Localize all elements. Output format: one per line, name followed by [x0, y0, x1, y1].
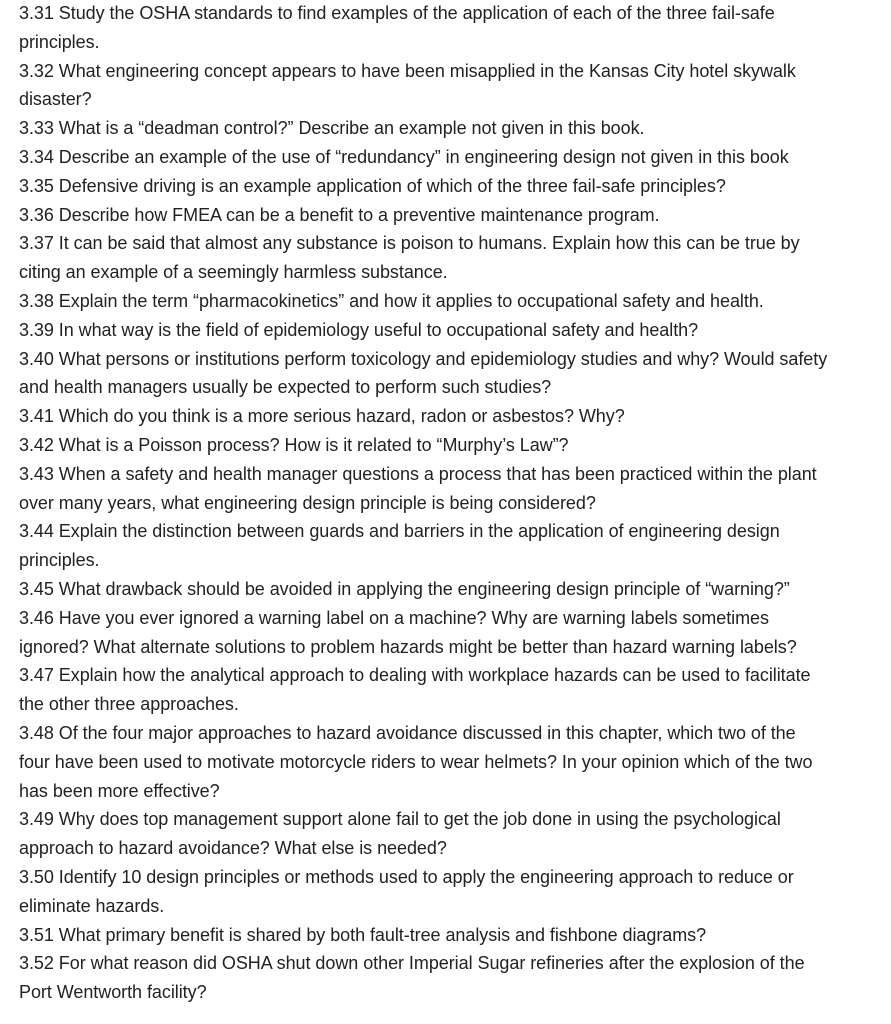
- question-item: [19, 143, 891, 172]
- question-item: [19, 575, 891, 604]
- question-text-line: 3.43 When a safety and health manager questions a process that has been practiced within the plant: [19, 463, 817, 484]
- question-text-line: 3.31 Study the OSHA standards to find examples of the application of each of the three fail-safe: [19, 3, 775, 23]
- question-item: [19, 431, 891, 460]
- question-text-line: disaster?: [19, 89, 92, 110]
- question-item: [19, 460, 891, 518]
- question-text-line: 3.33 What is a “deadman control?” Describe an example not given in this book.: [19, 118, 645, 139]
- question-text-line: and health managers usually be expected to perform such studies?: [19, 377, 552, 398]
- question-text-line: 3.41 Which do you think is a more serious hazard, radon or asbestos? Why?: [19, 406, 625, 427]
- question-item: [19, 114, 891, 143]
- question-text-line: 3.52 For what reason did OSHA shut down other Imperial Sugar refineries after the explosion of the: [19, 953, 805, 974]
- question-item: [19, 287, 891, 316]
- question-item: [19, 661, 891, 719]
- question-text-line: 3.50 Identify 10 design principles or methods used to apply the engineering approach to reduce or: [19, 866, 794, 887]
- question-text-line: 3.49 Why does top management support alone fail to get the job done in using the psychological: [19, 809, 781, 830]
- question-text-line: ignored? What alternate solutions to problem hazards might be better than hazard warning labels?: [19, 636, 797, 657]
- question-text-line: 3.36 Describe how FMEA can be a benefit to a preventive maintenance program.: [19, 204, 660, 225]
- question-text-line: 3.47 Explain how the analytical approach to dealing with workplace hazards can be used to facilitate: [19, 665, 811, 686]
- question-item: [19, 949, 891, 1007]
- question-text-line: 3.32 What engineering concept appears to have been misapplied in the Kansas City hotel skywalk: [19, 60, 796, 81]
- question-text-line: over many years, what engineering design principle is being considered?: [19, 492, 596, 513]
- question-text-line: citing an example of a seemingly harmless substance.: [19, 262, 448, 283]
- question-text-line: principles.: [19, 31, 100, 52]
- question-text-line: 3.40 What persons or institutions perform toxicology and epidemiology studies and why? Would safety: [19, 348, 828, 369]
- question-item: [19, 517, 891, 575]
- question-text-line: approach to hazard avoidance? What else is needed?: [19, 838, 447, 859]
- question-text-line: 3.34 Describe an example of the use of “redundancy” in engineering design not given in this book: [19, 146, 789, 167]
- question-item: [19, 805, 891, 863]
- question-item: [19, 57, 891, 115]
- question-item: [19, 719, 891, 805]
- question-item: [19, 316, 891, 345]
- question-text-line: four have been used to motivate motorcycle riders to wear helmets? In your opinion which of the two: [19, 751, 813, 772]
- question-text-line: 3.35 Defensive driving is an example application of which of the three fail-safe principles?: [19, 175, 726, 196]
- question-item: [19, 604, 891, 662]
- question-text-line: 3.46 Have you ever ignored a warning label on a machine? Why are warning labels sometimes: [19, 607, 769, 628]
- question-text-line: 3.42 What is a Poisson process? How is it related to “Murphy’s Law”?: [19, 434, 569, 455]
- question-text-line: 3.38 Explain the term “pharmacokinetics” and how it applies to occupational safety and health.: [19, 290, 764, 311]
- question-text-line: eliminate hazards.: [19, 895, 165, 916]
- question-item: [19, 863, 891, 921]
- question-text-line: 3.45 What drawback should be avoided in applying the engineering design principle of “warning?”: [19, 578, 790, 599]
- question-text-line: 3.48 Of the four major approaches to hazard avoidance discussed in this chapter, which two of the: [19, 722, 796, 743]
- question-text-line: 3.39 In what way is the field of epidemiology useful to occupational safety and health?: [19, 319, 699, 340]
- question-text-line: has been more effective?: [19, 780, 220, 801]
- question-text-line: 3.37 It can be said that almost any substance is poison to humans. Explain how this can be true by: [19, 233, 800, 254]
- question-text-line: the other three approaches.: [19, 694, 239, 715]
- question-item: [19, 0, 891, 57]
- question-text-line: 3.51 What primary benefit is shared by both fault-tree analysis and fishbone diagrams?: [19, 924, 707, 945]
- question-text-line: 3.44 Explain the distinction between guards and barriers in the application of engineering design: [19, 521, 780, 542]
- question-text-line: Port Wentworth facility?: [19, 982, 207, 1003]
- question-item: [19, 345, 891, 403]
- question-item: [19, 402, 891, 431]
- question-item: [19, 229, 891, 287]
- question-item: [19, 172, 891, 201]
- question-item: [19, 201, 891, 230]
- question-text-line: principles.: [19, 550, 100, 571]
- question-item: [19, 921, 891, 950]
